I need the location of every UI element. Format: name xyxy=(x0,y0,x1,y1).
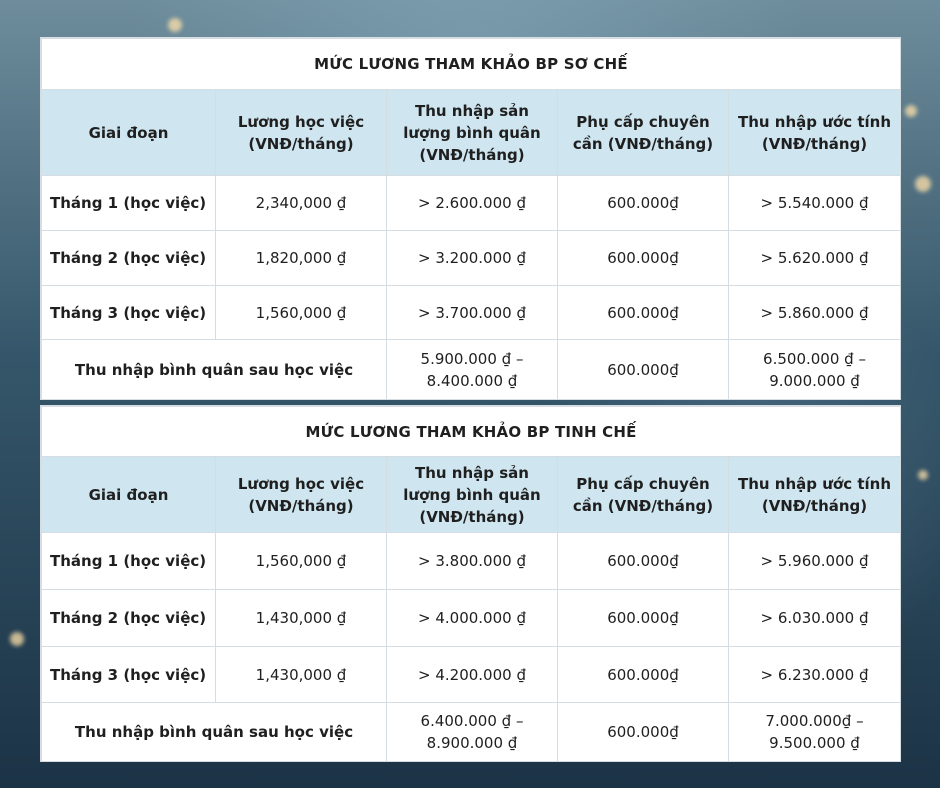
header-stage: Giai đoạn xyxy=(42,90,216,176)
table-row xyxy=(42,533,901,590)
training-wage-cell: 1,430,000 ₫ xyxy=(216,647,387,703)
salary-table-panel-so-che xyxy=(40,37,901,400)
background-light xyxy=(168,18,182,32)
header-output-income: Thu nhập sản lượng bình quân (VNĐ/tháng) xyxy=(387,90,558,176)
allowance-cell: 600.000₫ xyxy=(558,647,729,703)
stage-cell: Tháng 2 (học việc) xyxy=(42,590,216,647)
output-income-cell: > 4.000.000 ₫ xyxy=(387,590,558,647)
estimated-income-cell: > 5.960.000 ₫ xyxy=(729,533,901,590)
allowance-cell: 600.000₫ xyxy=(558,231,729,286)
output-income-cell: > 4.200.000 ₫ xyxy=(387,647,558,703)
stage-cell: Tháng 1 (học việc) xyxy=(42,533,216,590)
table-row xyxy=(42,647,901,703)
summary-estimated-income: 6.500.000 ₫ – 9.000.000 ₫ xyxy=(729,340,901,400)
background-light xyxy=(915,176,931,192)
stage-cell: Tháng 1 (học việc) xyxy=(42,176,216,231)
allowance-cell: 600.000₫ xyxy=(558,533,729,590)
output-income-cell: > 3.800.000 ₫ xyxy=(387,533,558,590)
output-income-cell: > 3.200.000 ₫ xyxy=(387,231,558,286)
summary-allowance: 600.000₫ xyxy=(558,340,729,400)
summary-output-income: 6.400.000 ₫ – 8.900.000 ₫ xyxy=(387,703,558,762)
header-estimated-income: Thu nhập ước tính (VNĐ/tháng) xyxy=(729,457,901,533)
summary-output-income: 5.900.000 ₫ – 8.400.000 ₫ xyxy=(387,340,558,400)
estimated-income-cell: > 5.540.000 ₫ xyxy=(729,176,901,231)
allowance-cell: 600.000₫ xyxy=(558,590,729,647)
salary-table-tinh-che xyxy=(41,406,901,762)
salary-table-panel-tinh-che xyxy=(40,405,901,762)
summary-label: Thu nhập bình quân sau học việc xyxy=(42,703,387,762)
training-wage-cell: 1,430,000 ₫ xyxy=(216,590,387,647)
header-output-income: Thu nhập sản lượng bình quân (VNĐ/tháng) xyxy=(387,457,558,533)
header-stage: Giai đoạn xyxy=(42,457,216,533)
table-row xyxy=(42,231,901,286)
table-title: MỨC LƯƠNG THAM KHẢO BP SƠ CHẾ xyxy=(42,39,901,90)
header-estimated-income: Thu nhập ước tính (VNĐ/tháng) xyxy=(729,90,901,176)
header-allowance: Phụ cấp chuyên cần (VNĐ/tháng) xyxy=(558,457,729,533)
table-row xyxy=(42,590,901,647)
salary-table-so-che xyxy=(41,38,901,400)
estimated-income-cell: > 5.860.000 ₫ xyxy=(729,286,901,340)
stage-cell: Tháng 2 (học việc) xyxy=(42,231,216,286)
background-light xyxy=(918,470,928,480)
header-training-wage: Lương học việc (VNĐ/tháng) xyxy=(216,90,387,176)
training-wage-cell: 1,820,000 ₫ xyxy=(216,231,387,286)
output-income-cell: > 3.700.000 ₫ xyxy=(387,286,558,340)
summary-row xyxy=(42,340,901,400)
training-wage-cell: 1,560,000 ₫ xyxy=(216,533,387,590)
estimated-income-cell: > 6.230.000 ₫ xyxy=(729,647,901,703)
estimated-income-cell: > 6.030.000 ₫ xyxy=(729,590,901,647)
header-allowance: Phụ cấp chuyên cần (VNĐ/tháng) xyxy=(558,90,729,176)
summary-label: Thu nhập bình quân sau học việc xyxy=(42,340,387,400)
training-wage-cell: 2,340,000 ₫ xyxy=(216,176,387,231)
background-light xyxy=(10,632,24,646)
background-light xyxy=(905,105,917,117)
stage-cell: Tháng 3 (học việc) xyxy=(42,647,216,703)
allowance-cell: 600.000₫ xyxy=(558,176,729,231)
allowance-cell: 600.000₫ xyxy=(558,286,729,340)
summary-row xyxy=(42,703,901,762)
table-title: MỨC LƯƠNG THAM KHẢO BP TINH CHẾ xyxy=(42,407,901,457)
output-income-cell: > 2.600.000 ₫ xyxy=(387,176,558,231)
header-training-wage: Lương học việc (VNĐ/tháng) xyxy=(216,457,387,533)
summary-estimated-income: 7.000.000₫ – 9.500.000 ₫ xyxy=(729,703,901,762)
estimated-income-cell: > 5.620.000 ₫ xyxy=(729,231,901,286)
stage-cell: Tháng 3 (học việc) xyxy=(42,286,216,340)
table-row xyxy=(42,176,901,231)
table-row xyxy=(42,286,901,340)
summary-allowance: 600.000₫ xyxy=(558,703,729,762)
training-wage-cell: 1,560,000 ₫ xyxy=(216,286,387,340)
